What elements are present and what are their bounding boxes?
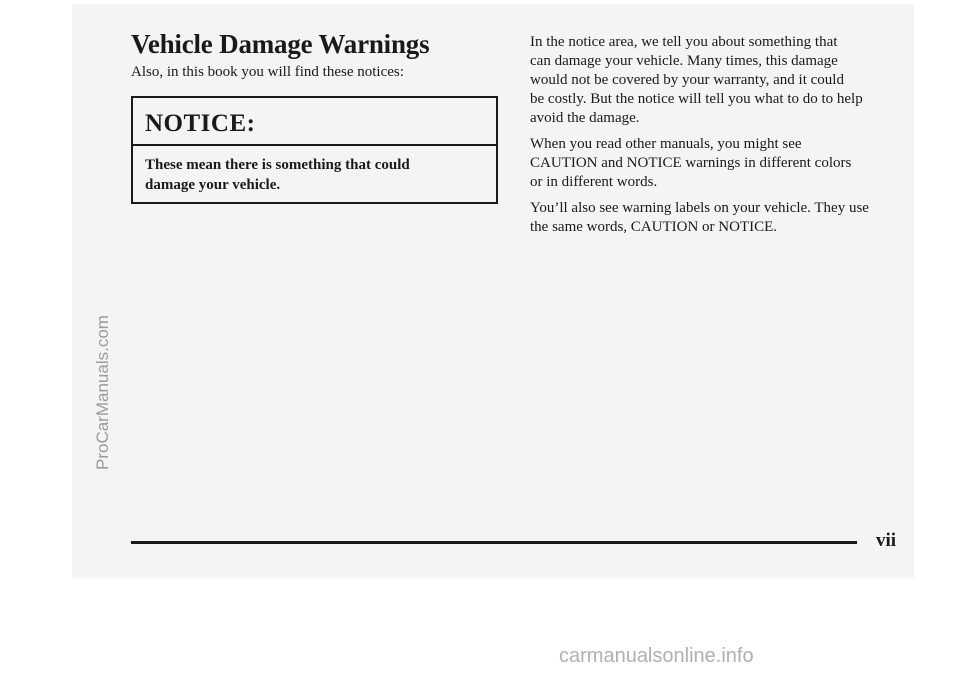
paragraph-notice-area bbox=[530, 33, 905, 128]
footer-rule bbox=[131, 541, 857, 544]
section-title: Vehicle Damage Warnings bbox=[131, 29, 430, 59]
notice-line: These mean there is something that could bbox=[145, 157, 410, 173]
notice-box bbox=[131, 96, 498, 204]
right-column bbox=[530, 33, 905, 244]
text-line: In the notice area, we tell you about something that bbox=[530, 34, 838, 50]
notice-body bbox=[133, 146, 496, 195]
side-watermark: ProCarManuals.com bbox=[93, 315, 112, 470]
text-line: When you read other manuals, you might see bbox=[530, 136, 802, 152]
text-line: would not be covered by your warranty, and it could bbox=[530, 72, 844, 88]
paragraph-warning-labels bbox=[530, 199, 905, 237]
notice-heading: NOTICE: bbox=[133, 98, 496, 146]
notice-line: damage your vehicle. bbox=[145, 177, 281, 193]
paragraph-other-manuals bbox=[530, 135, 905, 192]
text-line: avoid the damage. bbox=[530, 110, 640, 126]
text-line: You’ll also see warning labels on your vehicle. They use bbox=[530, 200, 869, 216]
intro-text: Also, in this book you will find these notices: bbox=[131, 64, 404, 80]
text-line: or in different words. bbox=[530, 174, 658, 190]
text-line: CAUTION and NOTICE warnings in different colors bbox=[530, 155, 852, 171]
text-line: can damage your vehicle. Many times, this damage bbox=[530, 53, 838, 69]
footer-watermark: carmanualsonline.info bbox=[559, 645, 754, 667]
text-line: the same words, CAUTION or NOTICE. bbox=[530, 219, 778, 235]
text-line: be costly. But the notice will tell you what to do to help bbox=[530, 91, 863, 107]
page-number: vii bbox=[876, 530, 897, 551]
